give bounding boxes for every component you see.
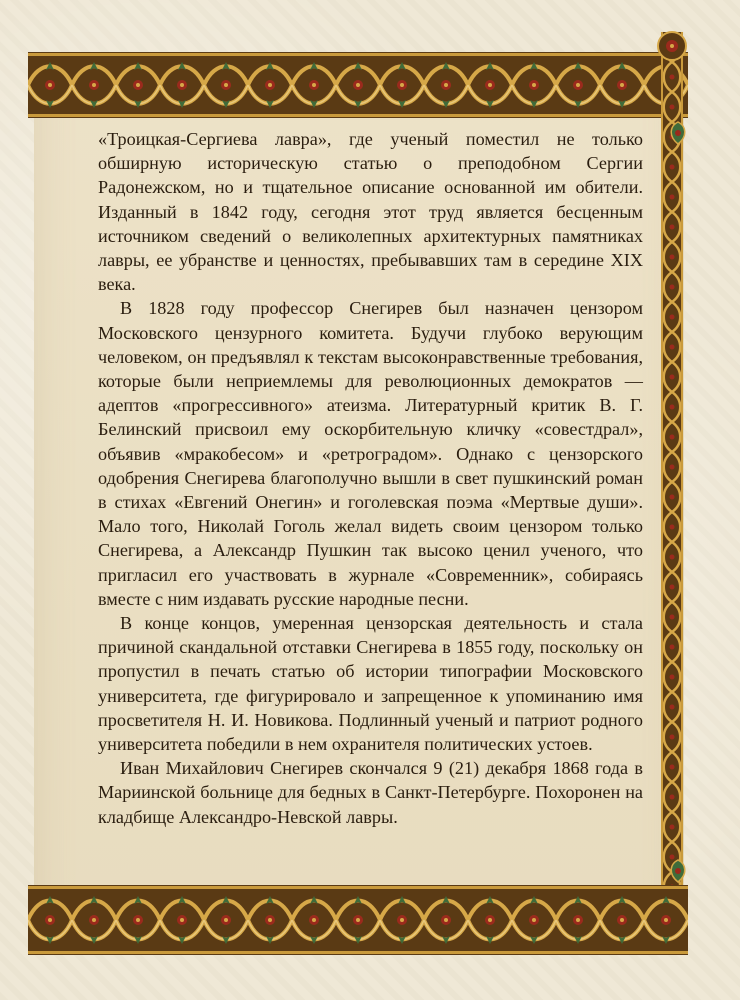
paragraph-4: Иван Михайлович Снегирев скончался 9 (21) декабря 1868 года в Мариинской больнице для бедных в Санкт-Петербурге. Похоронен на кладбище Александро-Невской лавры. [98, 758, 643, 827]
top-right-leaf-icon [666, 120, 690, 146]
right-ornament-border [661, 32, 683, 952]
top-ornament-border [28, 52, 688, 118]
paragraph-3: В конце концов, умеренная цензорская деятельность и стала причиной скандальной отставки Снегирева в 1855 году, поскольку он пропустил в печать статью об истории типографии Московского университета, где фигурировало и запрещенное к упоминанию имя просветителя Н. И. Новикова. Подлинный ученый и патриот родного университета победили в нем охранителя политических устоев. [98, 613, 643, 755]
bottom-right-leaf-icon [666, 858, 690, 884]
top-right-medallion-icon [656, 30, 688, 62]
paragraph-2: В 1828 году профессор Снегирев был назначен цензором Московского цензурного комитета. Будучи глубоко верующим человеком, он предъявлял к текстам высоконравственные требования, которые были неприемлемы для революционных демократов — адептов «прогрессивного» атеизма. Литературный критик В. Г. Белинский присвоил ему оскорбительную кличку «совестдрал», объявив «мракобесом» и «ретроградом». Однако с цензорского одобрения Снегирева благополучно вышли в свет пушкинский роман в стихах «Евгений Онегин» и гоголевская поэма «Мертвые души». Мало того, Николай Гоголь желал видеть своим цензором только Снегирева, а Александр Пушкин так высоко ценил ученого, что пригласил его участвовать в журнале «Современник», собираясь вместе с ним издавать русские народные песни. [98, 298, 643, 609]
paragraph-1: «Троицкая-Сергиева лавра», где ученый поместил не только обширную историческую статью о преподобном Сергии Радонежском, но и тщательное описание основанной им обители. Изданный в 1842 году, сегодня этот труд является бесценным источником сведений о великолепных архитектурных памятниках лавры, ее убранстве и ценностях, пребывавших там в середине XIX века. [98, 129, 643, 295]
article-text [98, 127, 643, 829]
bottom-ornament-border [28, 885, 688, 955]
